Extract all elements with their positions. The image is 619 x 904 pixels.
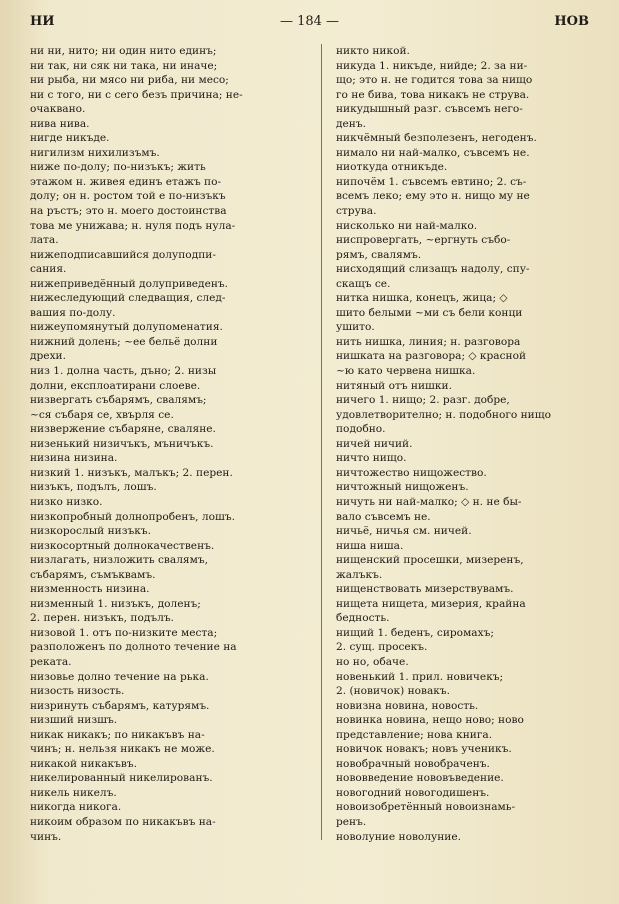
entry-line: нищета нищета, мизерия, крайна <box>336 597 526 610</box>
entry-line: ~ю като червена нишка. <box>336 365 476 378</box>
entry-line: нижний долень; ~ее бельё долни <box>30 335 218 348</box>
entry-line: новичок новакъ; новъ ученикъ. <box>336 743 512 756</box>
entry-line: ниоткуда отникъде. <box>336 161 448 174</box>
entry-line: низ 1. долна часть, дъно; 2. низы <box>30 365 217 378</box>
entry-line: никель никелъ. <box>30 786 117 799</box>
entry-line: подобно. <box>336 423 386 436</box>
entry-line: нижеподписавшийся долуподпи- <box>30 248 216 261</box>
header-left-guide: НИ <box>30 14 55 29</box>
entry-line: чинъ; н. нельзя никакъ не може. <box>30 743 215 756</box>
entry-line: низкопробный долнопробенъ, лошъ. <box>30 510 235 523</box>
entry-line: новизна новина, новость. <box>336 699 479 712</box>
left-column <box>30 44 310 844</box>
right-column <box>336 44 616 844</box>
entry-line: ни ни, нито; ни один нито единъ; <box>30 45 217 57</box>
entry-line: рямъ, свалямъ. <box>336 248 422 261</box>
entry-line: вашия по-долу. <box>30 306 116 319</box>
entry-line: новолуние новолуние. <box>336 830 462 843</box>
entry-line: ничто нищо. <box>336 452 407 465</box>
entry-line: нищенский просешки, мизеренъ, <box>336 554 524 567</box>
entry-line: низъкъ, подълъ, лошъ. <box>30 481 157 494</box>
entry-line: скащъ се. <box>336 277 391 290</box>
entry-line: никакой никакъвъ. <box>30 757 137 770</box>
entry-line: шито белыми ~ми съ бели конци <box>336 306 523 319</box>
entry-line: реката. <box>30 655 72 668</box>
entry-line: ниспровергать, ~ергнуть събо- <box>336 234 511 247</box>
entry-line: нигде никъде. <box>30 132 110 145</box>
entry-line: низменность низина. <box>30 583 150 596</box>
entry-line: събарямъ, съмъквамъ. <box>30 568 156 581</box>
entry-line: низость низость. <box>30 685 125 698</box>
entry-line: никчёмный безполезенъ, негоденъ. <box>336 132 537 145</box>
column-divider <box>321 44 322 840</box>
entry-line: ничьё, ничья см. ничей. <box>336 525 472 538</box>
page-header <box>30 14 589 34</box>
entry-line: низменный 1. низъкъ, доленъ; <box>30 597 201 610</box>
entry-line: ничтожество нищожество. <box>336 466 487 479</box>
entry-line: нисколько ни най-малко. <box>336 219 478 232</box>
entry-line: 2. сущ. просекъ. <box>336 641 428 654</box>
entry-line: нисходящий слизащъ надолу, спу- <box>336 263 530 276</box>
entry-line: бедность. <box>336 612 390 625</box>
entry-line: лата. <box>30 234 59 247</box>
entry-line: ничей ничий. <box>336 437 413 450</box>
entry-line: нитяный отъ нишки. <box>336 379 452 392</box>
entry-line: низко низко. <box>30 495 103 508</box>
entry-line: низкорослый низъкъ. <box>30 525 151 538</box>
entry-line: 2. перен. низъкъ, подълъ. <box>30 612 174 625</box>
entry-line: низвержение събаряне, сваляне. <box>30 423 216 436</box>
entry-line: го не бива, това никакъ не струва. <box>336 88 530 101</box>
entry-line: низенький низичъкъ, мъничъкъ. <box>30 437 214 450</box>
entry-line: що; это н. не годится това за нищо <box>336 74 533 87</box>
entry-line: дрехи. <box>30 350 66 363</box>
entry-line: чинъ. <box>30 830 62 843</box>
entry-line: низкосортный долнокачественъ. <box>30 539 215 552</box>
entry-line: очаквано. <box>30 103 86 116</box>
entry-line: нитка нишка, конецъ, жица; ◇ <box>336 292 508 305</box>
entry-line: нищий 1. беденъ, сиромахъ; <box>336 626 494 639</box>
entry-line: новоизобретённый новоизнамь- <box>336 801 516 814</box>
header-right-guide: НОВ <box>554 14 589 29</box>
entry-line: удовлетворително; н. подобного нищо <box>336 408 551 421</box>
entry-line: долни, експлоатирани слоеве. <box>30 379 201 392</box>
entry-line: нишката на разговора; ◇ красной <box>336 350 527 363</box>
entry-line: струва. <box>336 205 377 218</box>
entry-line: новобрачный новобраченъ. <box>336 757 490 770</box>
entry-line: ни так, ни сяк ни така, ни иначе; <box>30 59 218 72</box>
entry-line: никелированный никелированъ. <box>30 772 213 785</box>
entry-line: ничуть ни най-малко; ◇ н. не бы- <box>336 495 522 508</box>
entry-line: ~ся събаря се, хвърля се. <box>30 408 174 421</box>
entry-line: низкий 1. низъкъ, малъкъ; 2. перен. <box>30 466 233 479</box>
page-number: — 184 — <box>279 14 340 29</box>
entry-line: никудышный разг. съвсемъ него- <box>336 103 523 116</box>
entry-line: новинка новина, нещо ново; ново <box>336 714 524 727</box>
entry-line: никуда 1. никъде, нийде; 2. за ни- <box>336 59 528 72</box>
entry-line: ренъ. <box>336 815 367 828</box>
entry-line: разположенъ по долното течение на <box>30 641 237 654</box>
entry-line: ниша ниша. <box>336 539 404 552</box>
entry-line: 2. (новичок) новакъ. <box>336 685 451 698</box>
entry-line: низший низшъ. <box>30 714 118 727</box>
entry-line: низовье долно течение на рька. <box>30 670 209 683</box>
entry-line: ничтожный нищоженъ. <box>336 481 469 494</box>
entry-line: никак никакъ; по никакъвъ на- <box>30 728 205 741</box>
entry-line: низринуть събарямъ, катурямъ. <box>30 699 210 712</box>
entry-line: това ме унижава; н. нуля подъ нула- <box>30 219 236 232</box>
entry-line: нижеследующий следващия, след- <box>30 292 226 305</box>
entry-line: нововведение нововъведение. <box>336 772 504 785</box>
entry-line: никто никой. <box>336 45 410 57</box>
entry-line: нимало ни най-малко, съвсемъ не. <box>336 146 530 159</box>
entry-line: нигилизм нихилизъмъ. <box>30 146 160 159</box>
entry-line: этажом н. живея единъ етажъ по- <box>30 175 222 188</box>
entry-line: нипочём 1. съвсемъ евтино; 2. съ- <box>336 175 527 188</box>
entry-line: новенький 1. прил. новичекъ; <box>336 670 504 683</box>
entry-line: нива нива. <box>30 117 90 130</box>
entry-line: ушито. <box>336 321 375 334</box>
entry-line: жалъкъ. <box>336 568 383 581</box>
entry-line: ни рыба, ни мясо ни риба, ни месо; <box>30 74 229 87</box>
entry-line: ниже по-долу; по-низъкъ; жить <box>30 161 206 174</box>
entry-line: никогда никога. <box>30 801 122 814</box>
entry-line: но но, обаче. <box>336 655 409 668</box>
entry-line: ни с того, ни с сего безъ причина; не- <box>30 88 243 101</box>
entry-line: на ръстъ; это н. моего достоинства <box>30 205 227 218</box>
entry-line: нижеупомянутый долупоменатия. <box>30 321 223 334</box>
entry-line: ничего 1. нищо; 2. разг. добре, <box>336 394 510 407</box>
entry-line: низвергать събарямъ, свалямъ; <box>30 394 207 407</box>
entry-line: низлагать, низложить свалямъ, <box>30 554 208 567</box>
entry-line: низовой 1. отъ по-низките места; <box>30 626 218 639</box>
entry-line: сания. <box>30 263 67 276</box>
entry-line: нить нишка, линия; н. разговора <box>336 335 521 348</box>
entry-line: никоим образом по никакъвъ на- <box>30 815 216 828</box>
entry-line: низина низина. <box>30 452 118 465</box>
entry-line: всемъ леко; ему это н. нищо му не <box>336 190 530 203</box>
entry-line: долу; он н. ростом той е по-низъкъ <box>30 190 226 203</box>
entry-line: новогодний новогодишенъ. <box>336 786 490 799</box>
entry-line: представление; нова книга. <box>336 728 493 741</box>
entry-line: нижеприведённый долуприведенъ. <box>30 277 229 290</box>
entry-line: нищенствовать мизерствувамъ. <box>336 583 514 596</box>
entry-line: вало съвсемъ не. <box>336 510 431 523</box>
entry-line: денъ. <box>336 117 366 130</box>
